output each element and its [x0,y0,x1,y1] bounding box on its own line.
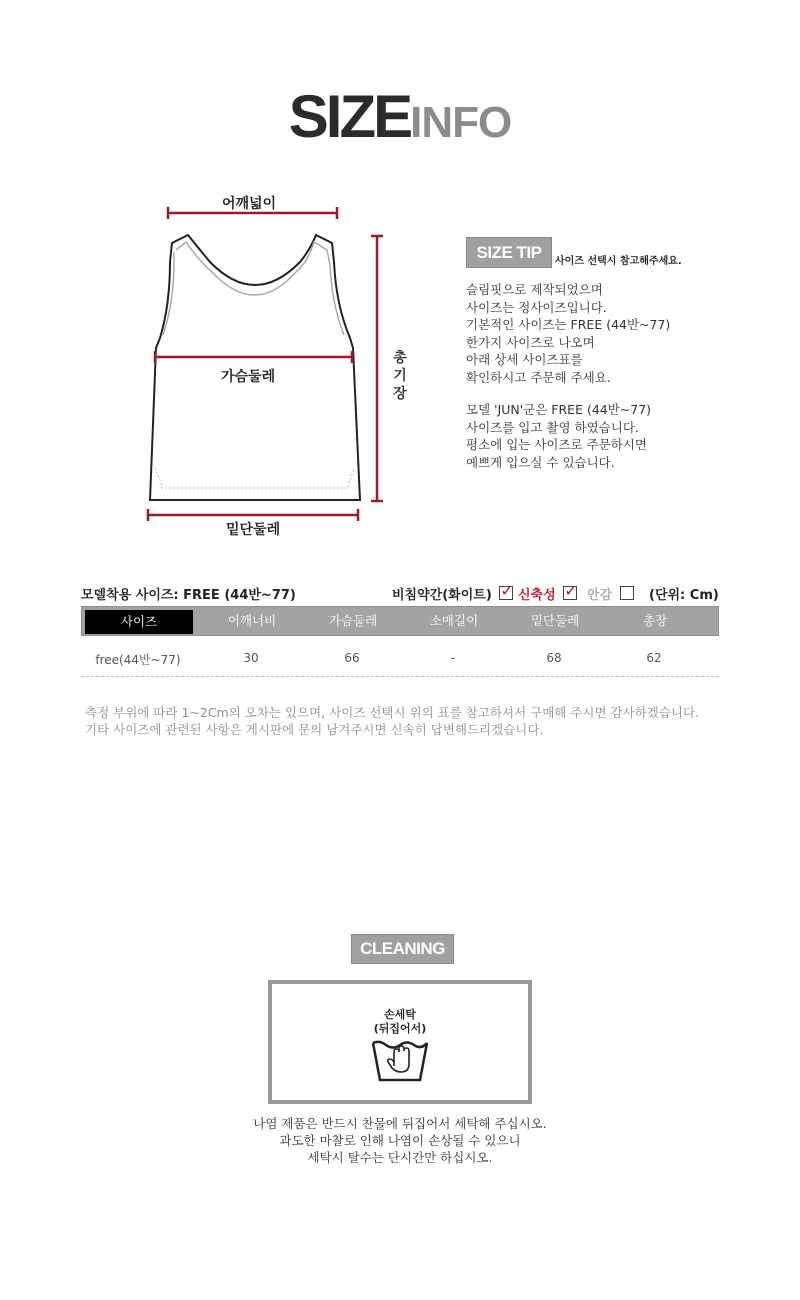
length-label-char: 총 [393,350,407,366]
cleaning-line: 과도한 마찰로 인해 나염이 손상될 수 있으니 [279,1133,521,1148]
header-shoulder: 어깨너비 [227,613,277,628]
page-title [0,82,800,151]
stretch-option [518,581,578,603]
see-through-label: 비침약간(화이트) [392,588,492,603]
header-size: 사이즈 [85,610,193,634]
lining-label: 안감 [587,588,613,603]
model-size: 모델착용 사이즈: FREE (44반~77) [81,588,296,603]
stretch-checkbox [563,581,578,600]
chest-label: 가슴둘레 [221,366,275,386]
size-tip-line: 아래 상세 사이즈표를 [466,352,583,367]
header-sleeve: 소매길이 [429,613,479,628]
inquiry-note: 기타 사이즈에 관련된 사항은 게시판에 문의 남겨주시면 신속히 답변해드리겠습니다. [85,722,544,737]
size-tip-line: 사이즈는 정사이즈입니다. [466,299,607,315]
cell-length: 62 [646,651,662,665]
title-size: SIZE [288,83,411,150]
size-tip-line: 한가지 사이즈로 나오며 [466,334,595,350]
size-tip-line: 슬림핏으로 제작되었으며 [466,282,603,297]
size-tip-line: 모델 'JUN'군은 FREE (44반~77) [466,402,652,417]
shoulder-label: 어깨넓이 [222,196,277,212]
size-tip-spacer [466,386,670,401]
header-hem: 밑단둘레 [530,613,580,628]
see-through-option [392,581,514,603]
check-icon: ✓ [564,581,578,600]
see-through-checkbox [499,581,514,600]
cell-sleeve: - [450,651,456,665]
cleaning-badge: CLEANING [351,934,454,964]
length-label [390,349,410,403]
cell-hem: 68 [546,651,562,665]
lining-option [587,584,634,603]
lining-checkbox [620,586,634,600]
header-chest: 가슴둘레 [328,613,378,628]
size-tip-note: 사이즈 선택시 참고해주세요. [555,256,682,267]
check-icon: ✓ [500,581,514,600]
hem-label: 밑단둘레 [226,522,281,538]
size-tip-line: 사이즈를 입고 촬영 하였습니다. [466,419,639,435]
size-tip-line: 기본적인 사이즈는 FREE (44반~77) [466,317,671,332]
stretch-label: 신축성 [518,588,556,603]
size-tip-line: 평소에 입는 사이즈로 주문하시면 [466,437,647,452]
length-label-char: 장 [393,386,407,402]
size-table-header [81,606,719,636]
hand-wash-icon [370,1040,430,1084]
size-tip-text [466,281,670,471]
length-measure [371,236,383,501]
measure-note: 측정 부위에 따라 1~2Cm의 오차는 있으며, 사이즈 선택시 위의 표를 참고하셔서 구매해 주시면 감사하겠습니다. [85,705,700,720]
size-tip-badge: SIZE TIP [466,237,552,268]
wash-label [0,1008,800,1036]
size-tip-line: 예쁘게 입으실 수 있습니다. [466,454,615,470]
title-info: INFO [410,98,512,147]
size-tip-line: 확인하시고 주문해 주세요. [466,369,611,385]
cleaning-line: 나염 제품은 반드시 찬물에 뒤집어서 세탁해 주십시오. [253,1116,547,1131]
table-divider [81,676,719,677]
unit-label: (단위: Cm) [649,588,719,603]
cleaning-line: 세탁시 탈수는 단시간만 하십시오. [307,1150,493,1165]
wash-label-line: 손세탁 [384,1008,416,1021]
cell-chest: 66 [344,651,360,665]
length-label-char: 기 [393,368,407,384]
cell-size: free(44반~77) [95,653,181,667]
header-length: 총장 [642,613,668,628]
wash-label-line: (뒤집어서) [373,1022,427,1035]
cell-shoulder: 30 [243,651,259,665]
